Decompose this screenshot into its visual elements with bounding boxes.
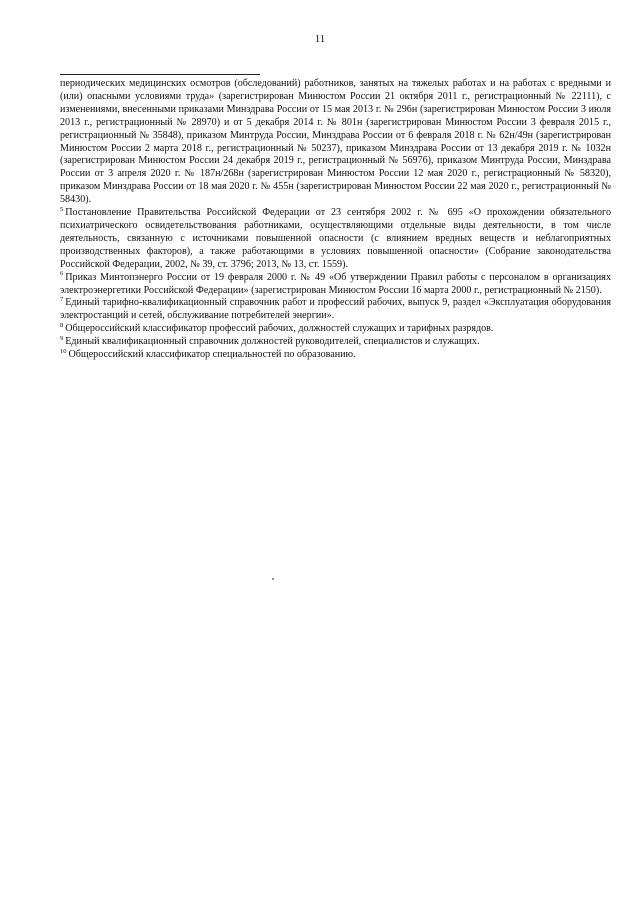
footnote-divider [60, 74, 260, 75]
scan-speck [272, 578, 274, 580]
footnote-text: Общероссийский классификатор специальностей по образованию. [68, 349, 356, 361]
footnote-text: Единый тарифно-квалификационный справочник работ и профессий рабочих, выпуск 9, раздел «Эксплуатация оборудования электростанций и сетей, обслуживание потребителей энергии». [60, 297, 611, 322]
footnote-6 [60, 272, 611, 298]
footnote-text: Общероссийский классификатор профессий рабочих, должностей служащих и тарифных разрядов. [65, 323, 494, 335]
footnote-10 [60, 349, 611, 362]
footnote-9 [60, 336, 611, 349]
footnote-5 [60, 207, 611, 272]
footnote-marker: 8 [60, 321, 64, 329]
footnote-marker: 6 [60, 270, 64, 278]
footnote-marker: 9 [60, 334, 64, 342]
footnote-8 [60, 323, 611, 336]
page-number: 11 [314, 33, 326, 45]
footnote-text: Приказ Минтопэнерго России от 19 февраля 2000 г. № 49 «Об утверждении Правил работы с персоналом в организациях электроэнергетики Российской Федерации» (зарегистрирован Минюстом России 16 марта 2000 г., регистрационный № 2150). [60, 271, 611, 296]
footnote-continuation: периодических медицинских осмотров (обследований) работников, занятых на тяжелых работах и на работах с вредными и (или) опасными условиями труда» (зарегистрирован Минюстом России 21 октября 2011 г., регистрационный № 22111), с изменениями, внесенными приказами Минздрава России от 15 мая 2013 г. № 296н (зарегистрирован Минюстом России 3 июля 2013 г., регистрационный № 28970) и от 5 декабря 2014 г. № 801н (зарегистрирован Минюстом России 3 февраля 2015 г., регистрационный № 35848), приказом Минтруда России, Минздрава России от 6 февраля 2018 г. № 62н/49н (зарегистрирован Минюстом России 2 марта 2018 г., регистрационный № 50237), приказом Минздрава России от 13 декабря 2019 г. № 1032н (зарегистрирован Минюстом России 24 декабря 2019 г., регистрационный № 56976), приказом Минтруда России, Минздрава России от 3 апреля 2020 г. № 187н/268н (зарегистрирован Минюстом России 12 мая 2020 г., регистрационный № 58320), приказом Минздрава России от 18 мая 2020 г. № 455н (зарегистрирован Минюстом России 22 мая 2020 г., регистрационный № 58430). [60, 78, 611, 206]
footnote-text: Единый квалификационный справочник должностей руководителей, специалистов и служащих. [65, 336, 480, 348]
footnote-marker: 7 [60, 296, 64, 304]
footnote-marker: 5 [60, 205, 64, 213]
footnote-7 [60, 297, 611, 323]
footnote-marker: 10 [60, 347, 67, 355]
footnote-text: Постановление Правительства Российской Федерации от 23 сентября 2002 г. № 695 «О прохождении обязательного психиатрического освидетельствования работниками, осуществляющими отдельные виды деятельности, в том числе деятельность, связанную с источниками повышенной опасности (с влиянием вредных веществ и неблагоприятных производственных факторов), а также работающими в условиях повышенной опасности» (Собрание законодательства Российской Федерации, 2002, № 39, ст. 3796; 2013, № 13, ст. 1559). [60, 207, 611, 270]
footnotes [60, 78, 611, 362]
